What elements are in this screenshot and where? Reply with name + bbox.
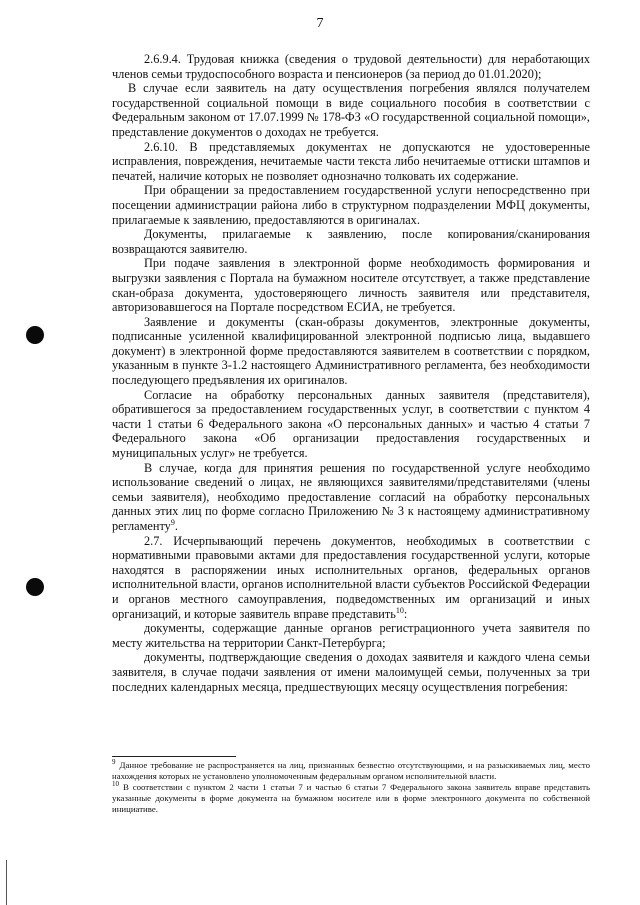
page-number: 7 <box>316 16 324 31</box>
paragraph-2-6-9-4: 2.6.9.4. Трудовая книжка (сведения о трудовой деятельности) для неработающих членов семьи трудоспособного возраста и пенсионеров (за период до 01.01.2020); <box>112 52 590 81</box>
paragraph-family-consent <box>112 461 590 534</box>
punch-hole <box>26 578 44 596</box>
footnote-ref: 10 <box>395 605 404 615</box>
paragraph-scan-documents: Заявление и документы (скан-образы документов, электронные документы, подписанные усиленной квалифицированной электронной подписью лица, выдавшего документ) в электронной форме предоставляются заявителем в соответствии с порядком, указанным в пункте 3-1.2 настоящего Административного регламента, без необходимости последующего предъявления их оригиналов. <box>112 314 590 388</box>
document-body <box>112 52 590 694</box>
punch-hole <box>26 326 44 344</box>
footnote-number: 10 <box>112 780 119 789</box>
paragraph-originals: При обращении за предоставлением государственной услуги непосредственно при посещении администрации района либо в структурном подразделении МФЦ документы, прилагаемые к заявлению, предоставляются в оригиналах. <box>112 183 590 227</box>
paragraph-electronic-form: При подаче заявления в электронной форме необходимость формирования и выгрузки заявления с Портала на бумажном носителе отсутствует, а также представление скан-образа документа, удостоверяющего личность заявителя или представителя, авторизовавшегося на Портале посредством ЕСИА, не требуется. <box>112 256 590 315</box>
paragraph-end: . <box>174 519 178 533</box>
paragraph-income: документы, подтверждающие сведения о доходах заявителя и каждого члена семьи заявителя, в случае подачи заявления от имени малоимущей семьи, полученных за три последних календарных месяца, предшествующих месяцу осуществления погребения: <box>112 650 590 694</box>
footnote-text: В соответствии с пунктом 2 части 1 статьи 7 и частью 6 статьи 7 Федерального закона заявитель вправе представить указанные документы в форме документа на бумажном носителе или в форме электронного документа по собственной инициативе. <box>112 782 590 815</box>
scan-edge-line <box>6 860 7 905</box>
footnote-text: Данное требование не распространяется на лиц, признанных безвестно отсутствующими, и на разыскиваемых лиц, место нахождения которых не установлено уполномоченным федеральным органом исполнительной власти. <box>112 760 590 782</box>
paragraph-2-7 <box>112 534 590 622</box>
paragraph-text: 2.7. Исчерпывающий перечень документов, необходимых в соответствии с нормативными правовыми актами для предоставления государственной услуги, которые находятся в распоряжении иных исполнительных органов, федеральных органов исполнительной власти, органов исполнительной власти субъектов Российской Федерации и органов местного самоуправления, подведомственных им организаций и иных организаций, и которые заявитель вправе представить <box>112 533 590 621</box>
footnote-separator <box>112 756 236 757</box>
footnote-number: 9 <box>112 758 116 767</box>
paragraph-consent: Согласие на обработку персональных данных заявителя (представителя), обратившегося за предоставлением государственных услуг, в соответствии с пунктом 4 части 1 статьи 6 Федерального закона «О персональных данных» и частью 4 статьи 7 Федерального закона «Об организации предоставления государственных и муниципальных услуг» не требуется. <box>112 387 590 461</box>
paragraph-2-6-10: 2.6.10. В представляемых документах не допускаются не удостоверенные исправления, повреждения, нечитаемые части текста либо нечитаемые оттиски штампов и печатей, наличие которых не позволяет однозначно толковать их содержание. <box>112 139 590 183</box>
paragraph-text: В случае, когда для принятия решения по государственной услуге необходимо использование сведений о лицах, не являющихся заявителями/представителями (члены семьи заявителя), необходимо предоставление согласий на обработку персональных данных этих лиц по форме согласно Приложению № 3 к настоящему административному регламенту <box>112 460 590 533</box>
paragraph-registration: документы, содержащие данные органов регистрационного учета заявителя по месту жительства на территории Санкт-Петербурга; <box>112 621 590 650</box>
footnotes <box>112 760 590 815</box>
paragraph-end: : <box>403 606 408 621</box>
footnote-9 <box>112 760 590 782</box>
paragraph-social-aid: В случае если заявитель на дату осуществления погребения являлся получателем государственной социальной помощи в виде социального пособия в соответствии с Федеральным законом от 17.07.1999 № 178-ФЗ «О государственной социальной помощи», представление документов о доходах не требуется. <box>112 81 590 139</box>
footnote-ref: 9 <box>170 517 175 527</box>
footnote-10 <box>112 782 590 815</box>
paragraph-returned: Документы, прилагаемые к заявлению, после копирования/сканирования возвращаются заявителю. <box>112 227 590 256</box>
